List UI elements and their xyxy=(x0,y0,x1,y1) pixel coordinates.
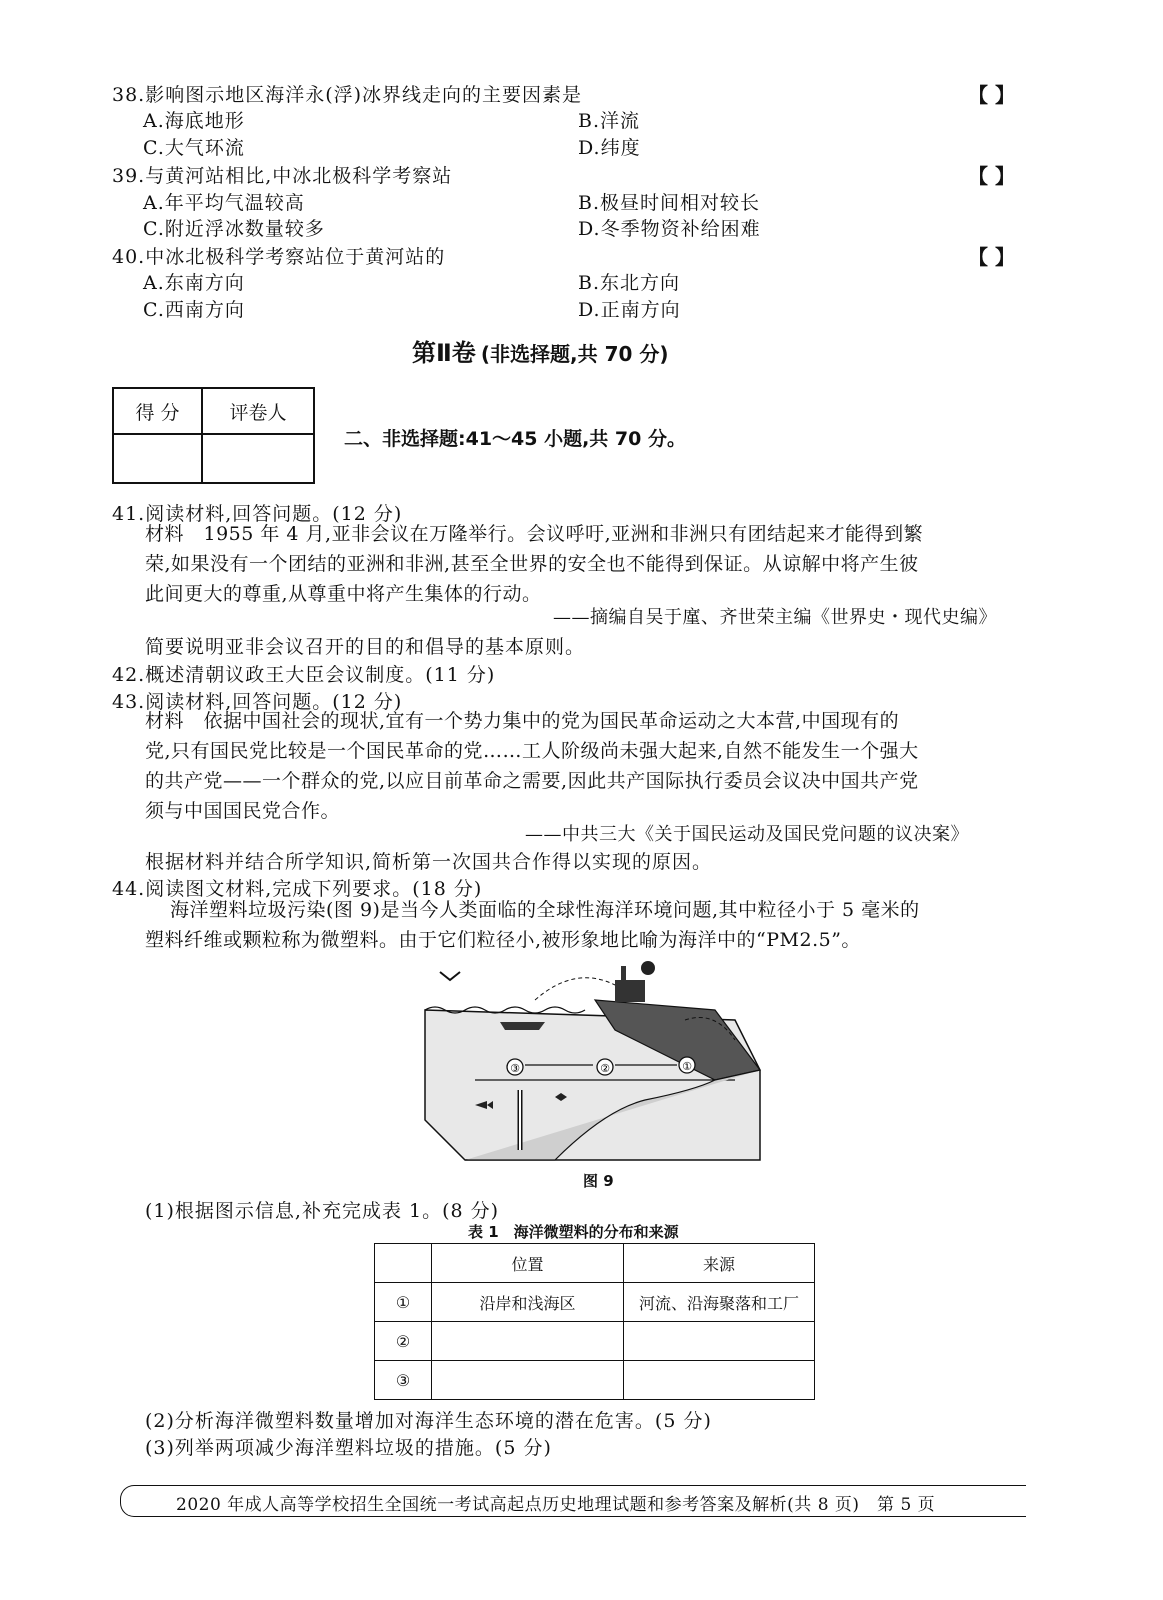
table-cell[interactable] xyxy=(432,1361,624,1400)
question-39-text: 39.与黄河站相比,中冰北极科学考察站 xyxy=(112,165,453,187)
table-header-row xyxy=(375,1244,815,1283)
table-cell: ② xyxy=(375,1322,432,1361)
grader-header: 评卷人 xyxy=(202,388,314,434)
table-row xyxy=(375,1283,815,1322)
q41-title: 41.阅读材料,回答问题。(12 分) xyxy=(112,503,403,525)
figure-9-diagram xyxy=(415,960,775,1170)
grader-cell[interactable] xyxy=(202,434,314,483)
q41-line-3: 此间更大的尊重,从尊重中将产生集体的行动。 xyxy=(145,583,542,605)
factory xyxy=(615,980,645,1002)
q44-sub3: (3)列举两项减少海洋塑料垃圾的措施。(5 分) xyxy=(145,1437,552,1459)
option-39-c: C.附近浮冰数量较多 xyxy=(143,218,325,240)
section-subtitle: (非选择题,共 70 分) xyxy=(480,342,669,366)
figure-9-caption: 图 9 xyxy=(583,1172,614,1190)
q41-material xyxy=(145,519,923,609)
answer-bracket-38[interactable]: 【 】 xyxy=(968,83,1015,107)
q43-line-2: 党,只有国民党比较是一个国民革命的党……工人阶级尚未强大起来,自然不能发生一个强大 xyxy=(145,740,919,762)
table-cell[interactable] xyxy=(432,1322,624,1361)
ship-icon xyxy=(500,1022,545,1030)
score-cell[interactable] xyxy=(113,434,202,483)
transport-arrow xyxy=(535,978,615,1000)
q44-line-2: 塑料纤维或颗粒称为微塑料。由于它们粒径小,被形象地比喻为海洋中的“PM2.5”。 xyxy=(145,929,861,951)
option-38-a: A.海底地形 xyxy=(143,110,245,132)
option-40-c: C.西南方向 xyxy=(143,299,245,321)
table-cell: ③ xyxy=(375,1361,432,1400)
score-header: 得 分 xyxy=(113,388,202,434)
table-cell: 沿岸和浅海区 xyxy=(432,1283,624,1322)
option-40-d: D.正南方向 xyxy=(578,299,681,321)
table-cell[interactable] xyxy=(624,1361,815,1400)
q43-material xyxy=(145,706,919,826)
q43-title: 43.阅读材料,回答问题。(12 分) xyxy=(112,691,403,713)
q44-sub1: (1)根据图示信息,补充完成表 1。(8 分) xyxy=(145,1200,500,1222)
option-40-a: A.东南方向 xyxy=(143,272,245,294)
table-cell: ① xyxy=(375,1283,432,1322)
q44-material xyxy=(145,895,920,955)
marker-2-label: ② xyxy=(600,1062,610,1075)
q42-title: 42.概述清朝议政王大臣会议制度。(11 分) xyxy=(112,664,496,686)
bird-icon xyxy=(440,972,460,980)
table-row xyxy=(375,1361,815,1400)
q43-line-1: 材料 依据中国社会的现状,宜有一个势力集中的党为国民革命运动之大本营,中国现有的 xyxy=(145,710,900,732)
table-header-index xyxy=(375,1244,432,1283)
q43-source: ——中共三大《关于国民运动及国民党问题的议决案》 xyxy=(525,824,969,845)
part2-heading: 二、非选择题:41～45 小题,共 70 分。 xyxy=(344,428,686,450)
marker-3-label: ③ xyxy=(510,1062,520,1075)
page-footer xyxy=(120,1485,1026,1517)
option-39-a: A.年平均气温较高 xyxy=(143,192,305,214)
q41-line-2: 荣,如果没有一个团结的亚洲和非洲,甚至全世界的安全也不能得到保证。从谅解中将产生彼 xyxy=(145,553,919,575)
q43-line-4: 须与中国国民党合作。 xyxy=(145,800,341,822)
marker-1-label: ① xyxy=(682,1060,692,1073)
q43-line-3: 的共产党——一个群众的党,以应目前革命之需要,因此共产国际执行委员会议决中国共产党 xyxy=(145,770,919,792)
option-38-b: B.洋流 xyxy=(578,110,641,132)
factory-chimney xyxy=(621,966,626,982)
section-heading xyxy=(412,333,669,368)
q43-question: 根据材料并结合所学知识,简析第一次国共合作得以实现的原因。 xyxy=(145,851,713,873)
score-box xyxy=(112,387,315,484)
section-title: 第Ⅱ卷 xyxy=(412,339,476,367)
table-cell[interactable] xyxy=(624,1322,815,1361)
table-header-source: 来源 xyxy=(624,1244,815,1283)
table-row xyxy=(375,1322,815,1361)
table-1 xyxy=(374,1243,815,1400)
q44-sub2: (2)分析海洋微塑料数量增加对海洋生态环境的潜在危害。(5 分) xyxy=(145,1410,712,1432)
option-38-c: C.大气环流 xyxy=(143,137,245,159)
q44-title: 44.阅读图文材料,完成下列要求。(18 分) xyxy=(112,878,483,900)
option-38-d: D.纬度 xyxy=(578,137,641,159)
q41-line-1: 材料 1955 年 4 月,亚非会议在万隆举行。会议呼吁,亚洲和非洲只有团结起来才能得到繁 xyxy=(145,523,924,545)
option-39-d: D.冬季物资补给困难 xyxy=(578,218,761,240)
table-header-location: 位置 xyxy=(432,1244,624,1283)
answer-bracket-40[interactable]: 【 】 xyxy=(968,245,1015,269)
footer-text: 2020 年成人高等学校招生全国统一考试高起点历史地理试题和参考答案及解析(共 8 页) 第 5 页 xyxy=(176,1495,936,1515)
smoke-icon xyxy=(641,961,655,975)
question-40-text: 40.中冰北极科学考察站位于黄河站的 xyxy=(112,246,446,268)
table-1-caption: 表 1 海洋微塑料的分布和来源 xyxy=(468,1223,679,1241)
option-39-b: B.极昼时间相对较长 xyxy=(578,192,761,214)
q44-line-1: 海洋塑料垃圾污染(图 9)是当今人类面临的全球性海洋环境问题,其中粒径小于 5 毫米的 xyxy=(170,899,920,921)
q41-question: 简要说明亚非会议召开的目的和倡导的基本原则。 xyxy=(145,636,586,658)
answer-bracket-39[interactable]: 【 】 xyxy=(968,164,1015,188)
option-40-b: B.东北方向 xyxy=(578,272,681,294)
table-cell: 河流、沿海聚落和工厂 xyxy=(624,1283,815,1322)
question-38-text: 38.影响图示地区海洋永(浮)冰界线走向的主要因素是 xyxy=(112,84,583,106)
q41-source: ——摘编自吴于廑、齐世荣主编《世界史・现代史编》 xyxy=(553,607,997,628)
